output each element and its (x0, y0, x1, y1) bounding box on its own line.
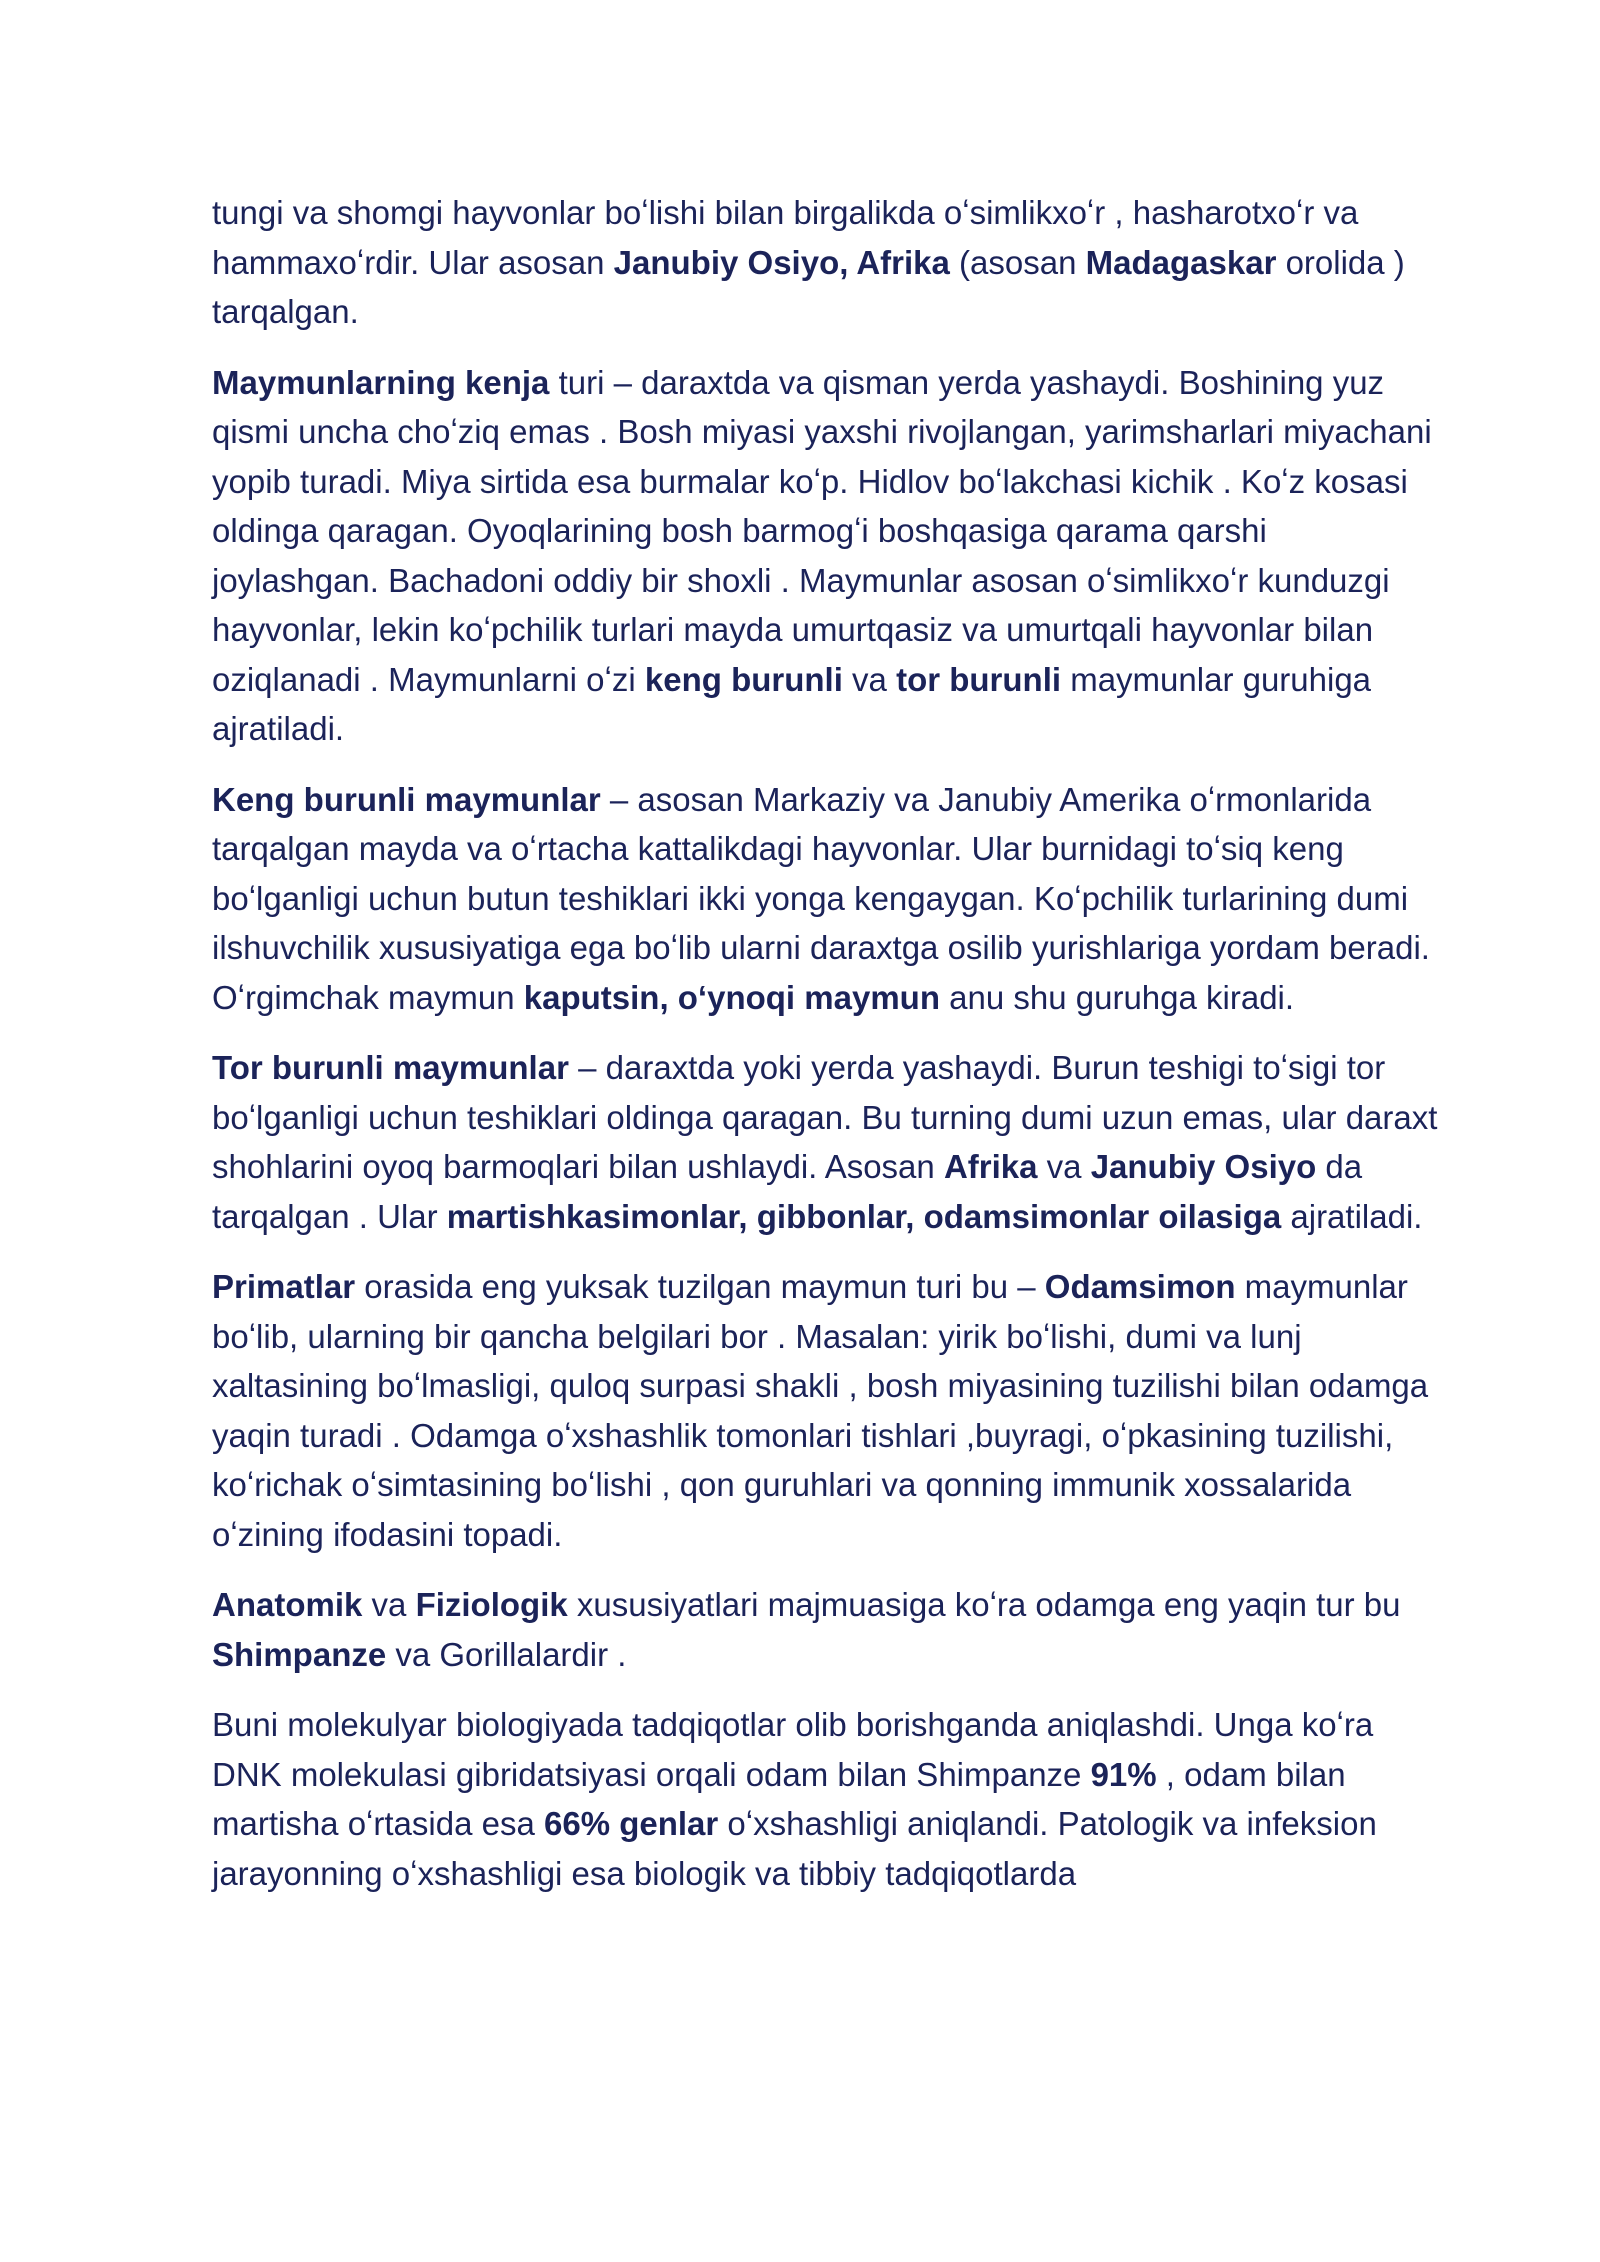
bold-term: 66% genlar (543, 1805, 719, 1842)
bold-term: Madagaskar (1085, 243, 1277, 281)
bold-term: Janubiy Osiyo (1090, 1148, 1317, 1185)
bold-term: keng burunli (644, 660, 843, 698)
text-run: tungi va shomgi hayvonlar boʻlishi bilan birgalikda oʻsimlikxoʻr , hasharotxoʻr va hammaxoʻrdir. Ular asosan (212, 194, 1359, 281)
bold-term: Maymunlarning kenja (212, 363, 550, 401)
bold-term: martishkasimonlar, gibbonlar, odamsimonlar oilasiga (446, 1197, 1282, 1235)
text-run: va (842, 660, 897, 698)
text-run: va (1037, 1148, 1091, 1185)
text-run: xususiyatlari majmuasiga koʻra odamga eng yaqin tur bu (567, 1586, 1401, 1623)
paragraph-primates-anthropoids (212, 1262, 1440, 1559)
text-run: – daraxtda yoki yerda yashaydi. Burun teshigi toʻsigi tor boʻlganligi uchun teshiklari oldinga qaragan. Bu turning dumi uzun emas, ular daraxt shohlarini oyoq barmoqlari bilan ushlaydi. Asosan (212, 1049, 1438, 1185)
text-run: (asosan (949, 243, 1086, 281)
text-run: ajratiladi. (1281, 1197, 1423, 1235)
paragraph-narrow-nosed-monkeys (212, 1043, 1440, 1241)
text-run: turi – daraxtda va qisman yerda yashaydi. Boshining yuz qismi uncha choʻziq emas . Bosh miyasi yaxshi rivojlangan, yarimsharlari miyachani yopib turadi. Miya sirtida esa burmalar koʻp. Hidlov boʻlakchasi kichik . Koʻz kosasi oldinga qaragan. Oyoqlarining bosh barmogʻi boshqasiga qarama qarshi joylashgan. Bachadoni oddiy bir shoxli . Maymunlar asosan oʻsimlikxoʻr kunduzgi hayvonlar, lekin koʻpchilik turlari mayda umurtqasiz va umurtqali hayvonlar bilan oziqlanadi . Maymunlarni oʻzi (212, 363, 1432, 698)
text-run: oʻxshashligi aniqlandi. Patologik va infeksion jarayonning oʻxshashligi esa biologik va tibbiy tadqiqotlarda (212, 1805, 1377, 1892)
text-run: anu shu guruhga kiradi. (939, 978, 1295, 1016)
paragraph-anatomic-physiologic (212, 1580, 1440, 1679)
text-run: maymunlar boʻlib, ularning bir qancha belgilari bor . Masalan: yirik boʻlishi, dumi va lunj xaltasining boʻlmasligi, quloq surpasi shakli , bosh miyasining tuzilishi bilan odamga yaqin turadi . Odamga oʻxshashlik tomonlari tishlari ,buyragi, oʻpkasining tuzilishi, koʻrichak oʻsimtasining boʻlishi , qon guruhlari va qonning immunik xossalarida oʻzining ifodasini topadi. (212, 1268, 1429, 1553)
bold-term: Anatomik (212, 1586, 363, 1623)
paragraph-distribution (212, 188, 1440, 337)
text-run: – asosan Markaziy va Janubiy Amerika oʻrmonlarida tarqalgan mayda va oʻrtacha kattalikdagi hayvonlar. Ular burnidagi toʻsiq keng boʻlganligi uchun butun teshiklari ikki yonga kengaygan. Koʻpchilik turlarining dumi ilshuvchilik xususiyatiga ega boʻlib ularni daraxtga osilib yurishlariga yordam beradi. Oʻrgimchak maymun (212, 780, 1430, 1016)
bold-term: kaputsin, oʻynoqi maymun (523, 978, 940, 1016)
bold-term: Keng burunli maymunlar (212, 780, 601, 818)
bold-term: Odamsimon (1044, 1268, 1236, 1305)
bold-term: Primatlar (212, 1268, 356, 1305)
document-page (212, 188, 1440, 1919)
bold-term: Janubiy Osiyo, Afrika (613, 243, 950, 281)
bold-term: 91% (1090, 1755, 1157, 1793)
text-run: orolida ) tarqalgan. (212, 243, 1405, 330)
text-run: orasida eng yuksak tuzilgan maymun turi bu – (355, 1268, 1045, 1305)
text-run: Buni molekulyar biologiyada tadqiqotlar olib borishganda aniqlashdi. Unga koʻra DNK molekulasi gibridatsiyasi orqali odam bilan Shimpanze (212, 1706, 1374, 1793)
text-run: va Gorillalardir . (386, 1635, 627, 1673)
bold-term: Fiziologik (415, 1586, 568, 1623)
text-run: da tarqalgan . Ular (212, 1148, 1363, 1235)
paragraph-molecular-biology (212, 1700, 1440, 1898)
bold-term: Shimpanze (212, 1635, 387, 1673)
bold-term: Afrika (943, 1148, 1038, 1185)
bold-term: tor burunli (896, 660, 1062, 698)
text-run: va (362, 1586, 416, 1623)
text-run: , odam bilan martisha oʻrtasida esa (212, 1755, 1346, 1842)
paragraph-monkey-suborder (212, 358, 1440, 754)
paragraph-broad-nosed-monkeys (212, 775, 1440, 1023)
text-run: maymunlar guruhiga ajratiladi. (212, 660, 1372, 747)
bold-term: Tor burunli maymunlar (212, 1049, 569, 1086)
